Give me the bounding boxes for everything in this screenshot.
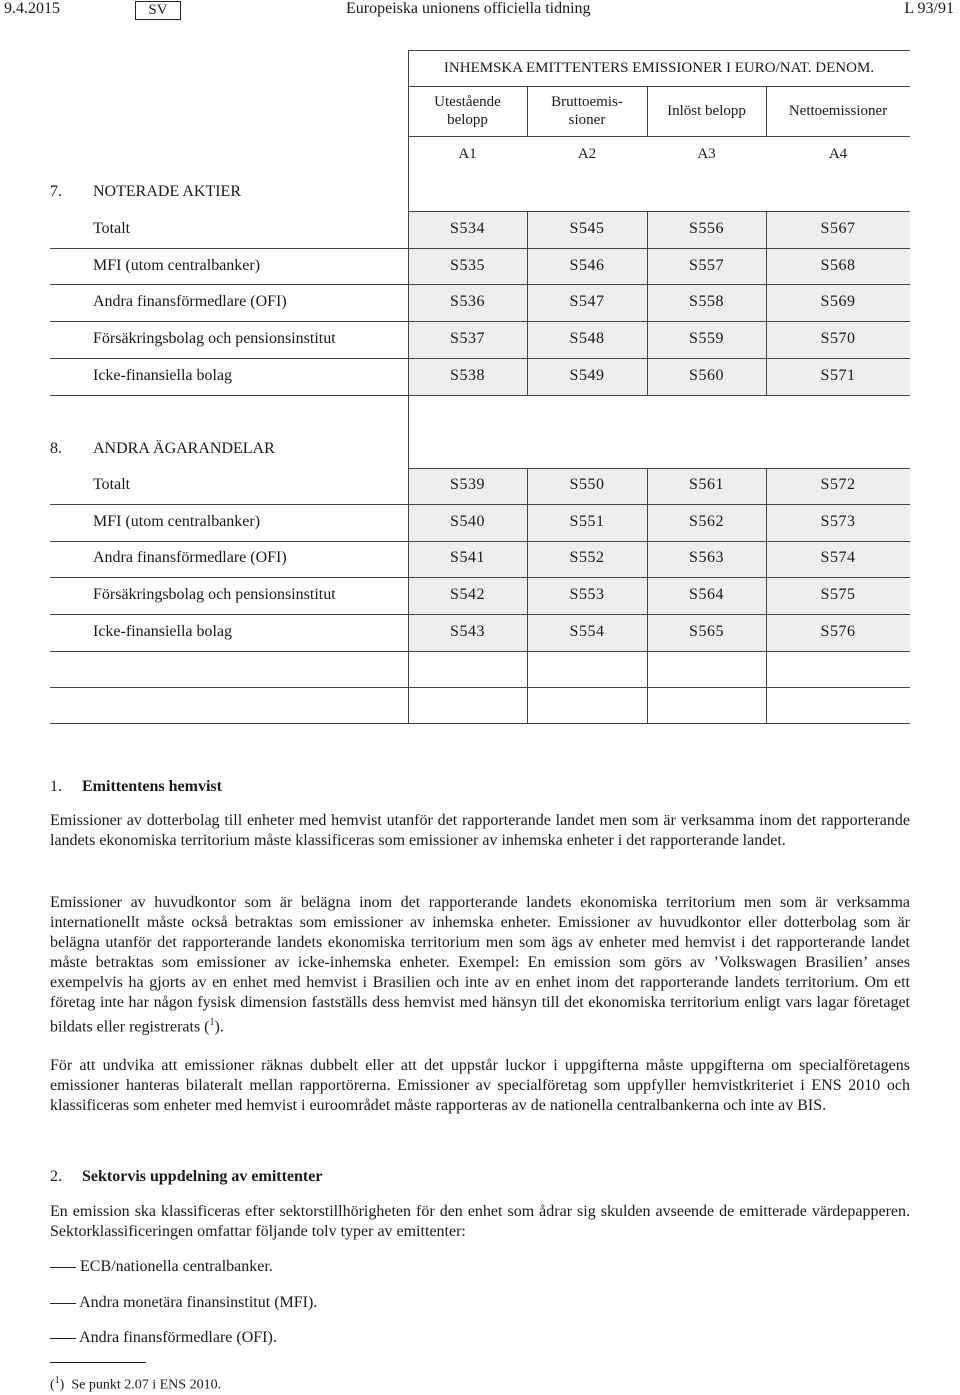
list-item-text: ECB/nationella centralbanker.: [80, 1258, 273, 1275]
rule: [50, 395, 910, 396]
section-number: 1.: [50, 778, 62, 795]
rule: [50, 723, 910, 724]
table-cell: S548: [569, 330, 605, 347]
rule: [408, 50, 910, 51]
row-label: MFI (utom centralbanker): [93, 513, 261, 530]
rule: [50, 687, 910, 688]
table-cell: S562: [689, 513, 724, 530]
list-item: [50, 1257, 910, 1277]
rule: [408, 136, 910, 137]
list-item: [50, 1293, 910, 1313]
language-code: SV: [135, 1, 181, 20]
table-cell: S553: [569, 586, 605, 603]
list-item: [50, 1328, 910, 1348]
table-cell: S576: [820, 623, 856, 640]
paragraph-3: För att undvika att emissioner räknas dubbelt eller att det uppstår luckor i uppgifterna måste uppgifterna om specialföretagens emissioner hanteras bilateralt mellan rapportörerna. Emissioner av specialföretag som uppfyller hemvistkriteriet i ENS 2010 och klassificeras som enheter med hemvist i euroområdet måste rapporteras av de nationella centralbankerna och inte av BIS.: [50, 1057, 910, 1114]
table-cell: S563: [689, 549, 724, 566]
col-header-outstanding: Utestående belopp: [434, 94, 501, 128]
table-cell: S560: [689, 367, 724, 384]
table-cell: S573: [820, 513, 856, 530]
col-header-net: Nettoemissioner: [788, 103, 888, 119]
page-header: [0, 0, 960, 22]
table-cell: S557: [689, 257, 724, 274]
table-cell: S543: [450, 623, 485, 640]
table-cell: S546: [569, 257, 605, 274]
table-cell: S536: [450, 293, 485, 310]
section-number: 7.: [50, 183, 62, 200]
row-label: Totalt: [93, 220, 131, 237]
table-cell: S534: [450, 220, 485, 237]
footnote-ref: 1: [209, 1017, 215, 1028]
table-cell: S542: [450, 586, 485, 603]
table-cell: S545: [569, 220, 605, 237]
row-label: Icke-finansiella bolag: [93, 367, 233, 384]
footnote-mark: 1: [54, 1375, 60, 1386]
row-label: Försäkringsbolag och pensionsinstitut: [93, 330, 336, 347]
table-cell: S547: [569, 293, 605, 310]
section-title: NOTERADE AKTIER: [93, 183, 241, 200]
col-header-redeemed: Inlöst belopp: [667, 103, 746, 119]
table-cell: S565: [689, 623, 724, 640]
table-cell: S538: [450, 367, 485, 384]
rule: [50, 577, 910, 578]
footnote: ($^1$) Se punkt 2.07 i ENS 2010.: [50, 1375, 222, 1393]
table-cell: S535: [450, 257, 485, 274]
paragraph-1: Emissioner av dotterbolag till enheter med hemvist utanför det rapporterande landet men som är verksamma inom det rapporterande landets ekonomiska territorium måste klassificeras som emissioner av inhemska enheter i det rapporterande landet.: [50, 812, 910, 849]
rule: [50, 358, 910, 359]
publication-date: 9.4.2015: [4, 0, 60, 17]
dash-bullet: [50, 1303, 76, 1304]
table-cell: S550: [569, 476, 605, 493]
row-label: Icke-finansiella bolag: [93, 623, 233, 640]
table-cell: S559: [689, 330, 724, 347]
table-cell: S570: [820, 330, 856, 347]
dash-bullet: [50, 1267, 76, 1268]
rule: [50, 248, 910, 249]
table-cell: S551: [569, 513, 605, 530]
col-code: A2: [577, 146, 597, 162]
journal-title: Europeiska unionens officiella tidning: [346, 0, 591, 17]
paragraph-2-text: Emissioner av huvudkontor som är belägna inom det rapporterande landets ekonomiska territorium men som är verksamma internationellt måste också betraktas som emissioner av inhemska enheter. Emissioner av huvudkontor eller dotterbolag som är belägna utanför det rapporterande landets ekonomiska territorium men som ägs av enheter med hemvist i det rapporterande landet måste betraktas som emissioner av icke-inhemska enheter. Exempel: En emission som görs av ’Volkswagen Brasilien’ anses exempelvis ha gjorts av en enhet med hemvist i Brasilien och inte av en enhet inom det rapporterande landets territorium. Om ett företag inte har någon fysisk dimension fastställs dess hemvist med hänsyn till det ekonomiska territorium enligt vars lagar företaget bildats eller registrerats (: [50, 894, 910, 1036]
table-title: INHEMSKA EMITTENTERS EMISSIONER I EURO/NAT. DENOM.: [443, 60, 875, 76]
page-number: L 93/91: [904, 0, 954, 17]
table-cell: S539: [450, 476, 485, 493]
table-cell: S554: [569, 623, 605, 640]
rule: [50, 321, 910, 322]
table-cell: S556: [689, 220, 724, 237]
table-cell: S571: [820, 367, 856, 384]
table-cell: S561: [689, 476, 724, 493]
dash-bullet: [50, 1338, 76, 1339]
footnote-text: Se punkt 2.07 i ENS 2010.: [71, 1377, 222, 1393]
rule: [408, 211, 910, 212]
row-label: Andra finansförmedlare (OFI): [93, 549, 287, 566]
paragraph-2: [50, 893, 910, 1037]
table-cell: S574: [820, 549, 856, 566]
issues-table: [50, 50, 910, 724]
col-code: A4: [828, 146, 848, 162]
rule: [50, 504, 910, 505]
rule: [50, 651, 910, 652]
table-cell: S558: [689, 293, 724, 310]
table-cell: S568: [820, 257, 856, 274]
list-item-text: Andra monetära finansinstitut (MFI).: [79, 1294, 318, 1311]
table-cell: S569: [820, 293, 856, 310]
paragraph-4: En emission ska klassificeras efter sektorstillhörigheten för den enhet som ådrar sig skulden avseende de emitterade värdepapperen. Sektorklassificeringen omfattar följande tolv typer av emittenter:: [50, 1203, 910, 1240]
paragraph-2-end: ).: [214, 1018, 224, 1036]
row-label: Andra finansförmedlare (OFI): [93, 293, 287, 310]
table-cell: S567: [820, 220, 856, 237]
section-title: Emittentens hemvist: [82, 778, 222, 795]
col-code: A3: [697, 146, 716, 162]
table-cell: S575: [820, 586, 856, 603]
rule: [408, 468, 910, 469]
section-2-heading: [50, 1167, 910, 1187]
rule: [50, 541, 910, 542]
table-cell: S541: [450, 549, 485, 566]
row-label: MFI (utom centralbanker): [93, 257, 261, 274]
rule: [408, 86, 910, 87]
section-title: ANDRA ÄGARANDELAR: [93, 440, 275, 457]
list-item-text: Andra finansförmedlare (OFI).: [79, 1329, 277, 1346]
rule: [50, 614, 910, 615]
rule: [50, 284, 910, 285]
table-cell: S552: [569, 549, 605, 566]
section-1-heading: [50, 777, 910, 797]
table-cell: S564: [689, 586, 724, 603]
section-title: Sektorvis uppdelning av emittenter: [82, 1168, 323, 1185]
col-header-gross: Bruttoemis- sioner: [551, 94, 623, 128]
row-label: Försäkringsbolag och pensionsinstitut: [93, 586, 336, 603]
table-cell: S540: [450, 513, 485, 530]
section-number: 8.: [50, 440, 62, 457]
row-label: Totalt: [93, 476, 131, 493]
table-cell: S537: [450, 330, 485, 347]
footnote-separator: [50, 1362, 146, 1363]
table-cell: S549: [569, 367, 605, 384]
section-number: 2.: [50, 1168, 62, 1185]
table-cell: S572: [820, 476, 856, 493]
col-code: A1: [458, 146, 477, 162]
